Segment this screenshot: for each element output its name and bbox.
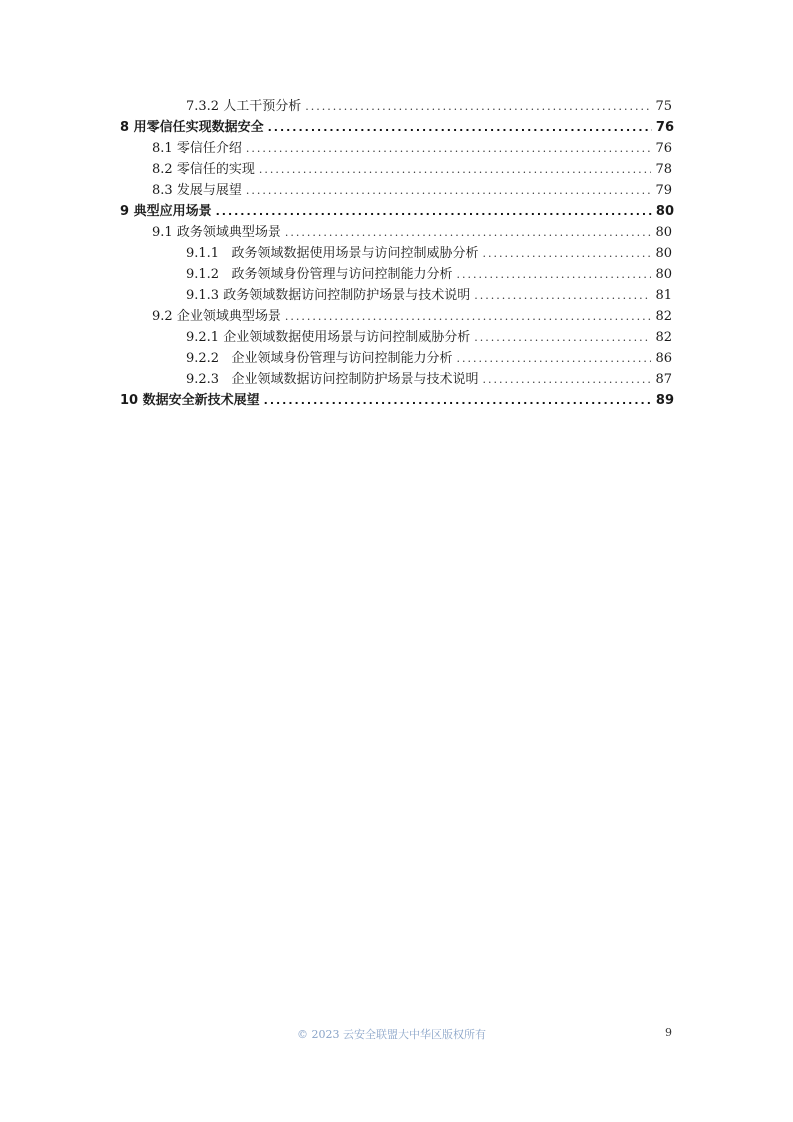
toc-entry-page: 75: [655, 99, 672, 114]
toc-leader-dots: [483, 243, 652, 264]
toc-leader-dots: [457, 348, 652, 369]
toc-entry-page: 82: [655, 330, 672, 345]
toc-entry-page: 89: [655, 393, 674, 408]
toc-entry-page: 80: [655, 267, 672, 282]
toc-entry-number: 10: [120, 393, 139, 408]
toc-entry-page: 80: [655, 204, 674, 219]
toc-entry[interactable]: [186, 369, 672, 390]
toc-entry-number: 9.1.2: [186, 267, 220, 282]
toc-entry-title: 零信任的实现: [176, 162, 255, 177]
toc-entry[interactable]: [186, 96, 672, 117]
toc-entry-page: 78: [655, 162, 672, 177]
toc-entry-number: 9.2.2: [186, 351, 220, 366]
toc-entry-page: 79: [655, 183, 672, 198]
toc-leader-dots: [246, 180, 652, 201]
toc-entry-number: 9.1: [152, 225, 173, 240]
toc-leader-dots: [285, 306, 652, 327]
toc-entry[interactable]: [120, 201, 674, 222]
toc-entry-number: 9: [120, 204, 130, 219]
toc-entry[interactable]: [186, 348, 672, 369]
page-number: 9: [665, 1026, 672, 1039]
toc-leader-dots: [259, 159, 652, 180]
toc-leader-dots: [474, 327, 651, 348]
toc-entry[interactable]: [152, 222, 672, 243]
toc-entry-title: 企业领域数据使用场景与访问控制威胁分析: [223, 330, 471, 345]
toc-entry-page: 76: [655, 141, 672, 156]
toc-entry-number: 9.2.1: [186, 330, 220, 345]
toc-entry[interactable]: [186, 243, 672, 264]
toc-entry-number: 7.3.2: [186, 99, 220, 114]
toc-entry-page: 86: [655, 351, 672, 366]
toc-entry[interactable]: [186, 285, 672, 306]
toc-entry[interactable]: [186, 327, 672, 348]
toc-entry-title: 发展与展望: [176, 183, 242, 198]
toc-entry-title: 企业领域典型场景: [176, 309, 281, 324]
toc-entry-title: 企业领域身份管理与访问控制能力分析: [231, 351, 453, 366]
toc-entry-title: 政务领域数据访问控制防护场景与技术说明: [223, 288, 471, 303]
toc-entry-number: 8: [120, 120, 130, 135]
toc-entry-title: 政务领域身份管理与访问控制能力分析: [231, 267, 453, 282]
toc-entry-number: 9.1.3: [186, 288, 220, 303]
toc-entry[interactable]: [152, 180, 672, 201]
copyright-notice: © 2023 云安全联盟大中华区版权所有: [297, 1028, 486, 1041]
toc-entry-page: 81: [655, 288, 672, 303]
toc-entry-number: 9.2: [152, 309, 173, 324]
toc-entry[interactable]: [120, 390, 674, 411]
toc-leader-dots: [483, 369, 652, 390]
toc-entry-number: 8.2: [152, 162, 173, 177]
toc-leader-dots: [305, 96, 651, 117]
toc-leader-dots: [285, 222, 652, 243]
toc-entry-title: 人工干预分析: [223, 99, 302, 114]
toc-leader-dots: [474, 285, 651, 306]
toc-entry-page: 80: [655, 225, 672, 240]
toc-entry-page: 87: [655, 372, 672, 387]
toc-entry-title: 数据安全新技术展望: [142, 393, 260, 408]
toc-entry-title: 政务领域数据使用场景与访问控制威胁分析: [231, 246, 479, 261]
toc-entry[interactable]: [120, 117, 674, 138]
toc-leader-dots: [268, 117, 652, 138]
toc-entry-page: 82: [655, 309, 672, 324]
toc-entry-title: 用零信任实现数据安全: [133, 120, 264, 135]
toc-entry-title: 零信任介绍: [176, 141, 242, 156]
toc-entry[interactable]: [152, 159, 672, 180]
toc-entry-number: 9.2.3: [186, 372, 220, 387]
toc-entry-title: 企业领域数据访问控制防护场景与技术说明: [231, 372, 479, 387]
toc-leader-dots: [264, 390, 652, 411]
toc-leader-dots: [216, 201, 652, 222]
toc-entry-title: 政务领域典型场景: [176, 225, 281, 240]
toc-leader-dots: [246, 138, 652, 159]
toc-leader-dots: [457, 264, 652, 285]
toc-entry-page: 80: [655, 246, 672, 261]
toc-entry-page: 76: [655, 120, 674, 135]
toc-entry-number: 8.3: [152, 183, 173, 198]
toc-entry-number: 8.1: [152, 141, 173, 156]
toc-entry[interactable]: [186, 264, 672, 285]
toc-entry[interactable]: [152, 306, 672, 327]
toc-entry-title: 典型应用场景: [133, 204, 212, 219]
toc-entry[interactable]: [152, 138, 672, 159]
toc-entry-number: 9.1.1: [186, 246, 220, 261]
